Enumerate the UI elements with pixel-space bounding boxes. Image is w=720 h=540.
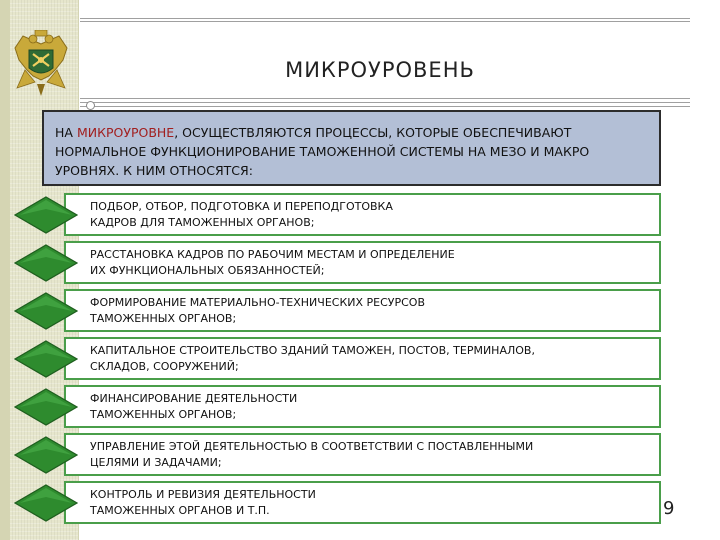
item-line-1: ФИНАНСИРОВАНИЕ ДЕЯТЕЛЬНОСТИ (90, 392, 298, 405)
green-diamond-icon (14, 244, 78, 282)
item-line-2: ТАМОЖЕННЫХ ОРГАНОВ И Т.П. (90, 504, 270, 517)
item-line-2: ТАМОЖЕННЫХ ОРГАНОВ; (90, 408, 237, 421)
intro-box (42, 110, 661, 186)
title-rule (80, 98, 690, 110)
list-item (64, 289, 661, 332)
item-line-1: ФОРМИРОВАНИЕ МАТЕРИАЛЬНО-ТЕХНИЧЕСКИХ РЕСУРСОВ (90, 296, 426, 309)
item-line-2: ИХ ФУНКЦИОНАЛЬНЫХ ОБЯЗАННОСТЕЙ; (90, 264, 325, 277)
item-line-1: КОНТРОЛЬ И РЕВИЗИЯ ДЕЯТЕЛЬНОСТИ (90, 488, 316, 501)
intro-text-start: НА (55, 125, 77, 140)
list-item (64, 241, 661, 284)
list-item (64, 481, 661, 524)
item-line-1: ПОДБОР, ОТБОР, ПОДГОТОВКА И ПЕРЕПОДГОТОВКА (90, 200, 393, 213)
item-line-2: ЦЕЛЯМИ И ЗАДАЧАМИ; (90, 456, 222, 469)
page-number: 9 (663, 498, 675, 519)
list-item (64, 337, 661, 380)
green-diamond-icon (14, 484, 78, 522)
green-diamond-icon (14, 388, 78, 426)
green-diamond-icon (14, 196, 78, 234)
item-line-2: КАДРОВ ДЛЯ ТАМОЖЕННЫХ ОРГАНОВ; (90, 216, 315, 229)
top-rule (80, 18, 690, 24)
item-line-2: СКЛАДОВ, СООРУЖЕНИЙ; (90, 360, 239, 373)
list-item (64, 193, 661, 236)
green-diamond-icon (14, 436, 78, 474)
customs-emblem-icon (11, 30, 71, 98)
item-line-1: РАССТАНОВКА КАДРОВ ПО РАБОЧИМ МЕСТАМ И ОПРЕДЕЛЕНИЕ (90, 248, 455, 261)
slide-title: МИКРОУРОВЕНЬ (285, 58, 475, 82)
item-line-2: ТАМОЖЕННЫХ ОРГАНОВ; (90, 312, 237, 325)
item-line-1: УПРАВЛЕНИЕ ЭТОЙ ДЕЯТЕЛЬНОСТЬЮ В СООТВЕТСТВИИ С ПОСТАВЛЕННЫМИ (90, 440, 534, 453)
list-item (64, 433, 661, 476)
intro-highlight: МИКРОУРОВНЕ (76, 125, 175, 140)
strip-pillar (0, 0, 10, 540)
ring-ornament (86, 101, 95, 110)
item-line-1: КАПИТАЛЬНОЕ СТРОИТЕЛЬСТВО ЗДАНИЙ ТАМОЖЕН, ПОСТОВ, ТЕРМИНАЛОВ, (90, 344, 535, 357)
green-diamond-icon (14, 340, 78, 378)
list-item (64, 385, 661, 428)
green-diamond-icon (14, 292, 78, 330)
intro-text-end: , ОСУЩЕСТВЛЯЮТСЯ ПРОЦЕССЫ, КОТОРЫЕ ОБЕСПЕЧИВАЮТ НОРМАЛЬНОЕ ФУНКЦИОНИРОВАНИЕ ТАМОЖЕННОЙ СИСТЕМЫ НА МЕЗО И МАКРО УРОВНЯХ. К НИМ ОТНОСЯТСЯ: (55, 125, 590, 178)
